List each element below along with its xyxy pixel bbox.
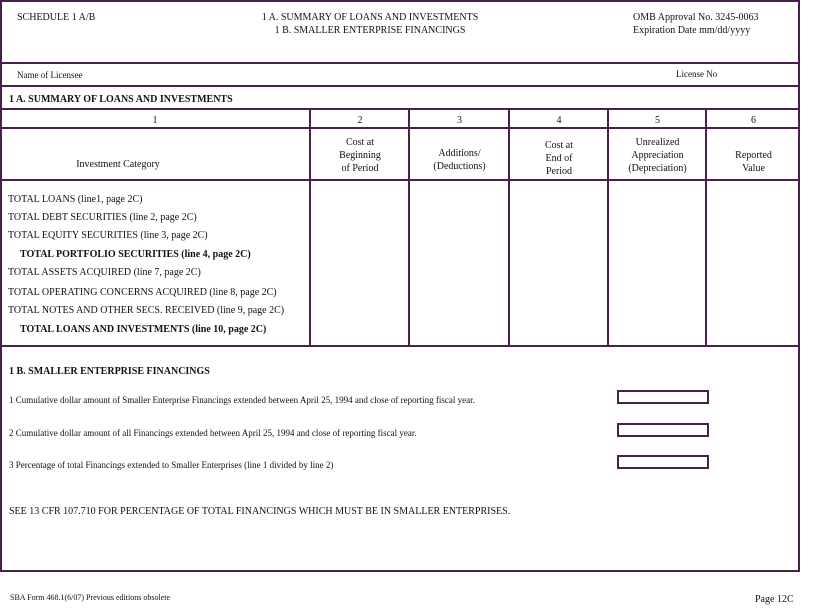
item-1-input-box[interactable] xyxy=(617,390,709,404)
col-separator xyxy=(408,108,410,346)
row-total-debt-securities: TOTAL DEBT SECURITIES (line 2, page 2C) xyxy=(8,212,197,223)
license-no-label: License No xyxy=(676,69,718,79)
section-b-title: 1 B. SMALLER ENTERPRISE FINANCINGS xyxy=(9,366,210,377)
omb-approval: OMB Approval No. 3245-0063 xyxy=(633,12,759,23)
section-b-item-1: 1 Cumulative dollar amount of Smaller Enterprise Financings extended between April 25, 1994 and close of reporting fiscal year. xyxy=(9,395,475,405)
row-total-loans-and-investments: TOTAL LOANS AND INVESTMENTS (line 10, page 2C) xyxy=(20,324,267,335)
col-number-1: 1 xyxy=(152,115,158,126)
section-b-item-2: 2 Cumulative dollar amount of all Financings extended between April 25, 1994 and close of reporting fiscal year. xyxy=(9,428,417,438)
row-total-operating-concerns: TOTAL OPERATING CONCERNS ACQUIRED (line 8, page 2C) xyxy=(8,287,277,298)
col-separator xyxy=(508,108,510,346)
col-separator xyxy=(607,108,609,346)
divider xyxy=(0,179,800,181)
divider xyxy=(0,127,800,129)
col-header-investment-category: Investment Category xyxy=(76,159,160,170)
col-header-cost-beginning: Cost at Beginning of Period xyxy=(339,137,381,174)
form-number: SBA Form 468.1(6/07) Previous editions obsolete xyxy=(10,593,170,602)
section-a-title: 1 A. SUMMARY OF LOANS AND INVESTMENTS xyxy=(9,94,233,105)
form-title-line2: 1 B. SMALLER ENTERPRISE FINANCINGS xyxy=(274,25,466,36)
expiration-date: Expiration Date mm/dd/yyyy xyxy=(633,25,751,36)
col-header-reported-value: Reported Value xyxy=(735,150,772,174)
form-title-line1: 1 A. SUMMARY OF LOANS AND INVESTMENTS xyxy=(261,12,479,23)
item-2-input-box[interactable] xyxy=(617,423,709,437)
licensee-name-label: Name of Licensee xyxy=(17,70,83,80)
row-total-portfolio-securities: TOTAL PORTFOLIO SECURITIES (line 4, page 2C) xyxy=(20,249,251,260)
page-number: Page 12C xyxy=(755,594,794,605)
col-header-additions: Additions/ (Deductions) xyxy=(433,148,486,172)
col-header-cost-end: Cost at End of Period xyxy=(544,140,574,177)
col-number-2: 2 xyxy=(357,115,363,126)
col-separator xyxy=(705,108,707,346)
row-total-assets-acquired: TOTAL ASSETS ACQUIRED (line 7, page 2C) xyxy=(8,267,201,278)
col-number-6: 6 xyxy=(751,115,756,126)
col-number-4: 4 xyxy=(556,115,562,126)
divider xyxy=(0,62,800,64)
col-number-3: 3 xyxy=(457,115,462,126)
col-header-unrealized: Unrealized Appreciation (Depreciation) xyxy=(628,137,687,174)
col-number-5: 5 xyxy=(655,115,660,126)
row-total-equity-securities: TOTAL EQUITY SECURITIES (line 3, page 2C) xyxy=(8,230,208,241)
col-separator xyxy=(309,108,311,346)
item-3-input-box[interactable] xyxy=(617,455,709,469)
divider xyxy=(0,345,800,347)
schedule-label: SCHEDULE 1 A/B xyxy=(17,12,96,23)
row-total-loans: TOTAL LOANS (line1, page 2C) xyxy=(8,194,143,205)
cfr-note: SEE 13 CFR 107.710 FOR PERCENTAGE OF TOTAL FINANCINGS WHICH MUST BE IN SMALLER ENTERPRISES. xyxy=(9,506,511,517)
row-total-notes-other-secs: TOTAL NOTES AND OTHER SECS. RECEIVED (line 9, page 2C) xyxy=(8,305,285,316)
section-b-item-3: 3 Percentage of total Financings extended to Smaller Enterprises (line 1 divided by line 2) xyxy=(9,460,334,470)
divider xyxy=(0,85,800,87)
divider xyxy=(0,108,800,110)
